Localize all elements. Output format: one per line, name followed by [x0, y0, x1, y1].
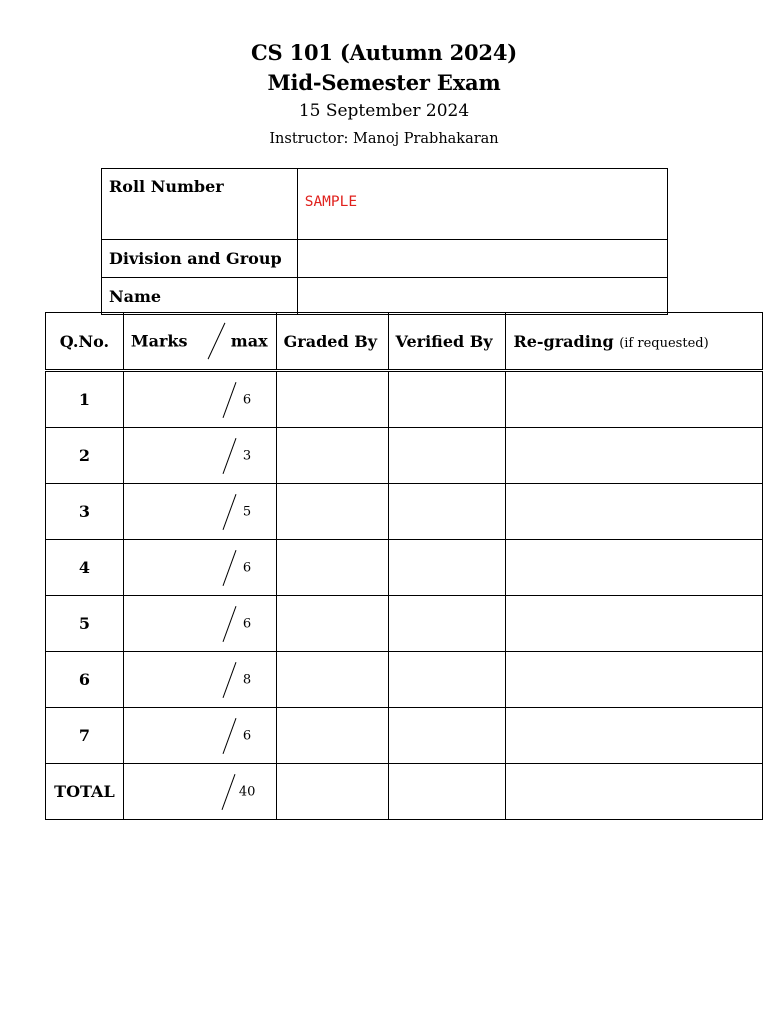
- verified-by-field[interactable]: [388, 371, 506, 428]
- marks-row: [46, 540, 763, 596]
- marks-field[interactable]: [123, 484, 276, 540]
- graded-by-field[interactable]: [276, 371, 388, 428]
- marks-field[interactable]: [123, 708, 276, 764]
- marks-field[interactable]: [123, 596, 276, 652]
- max-marks-value: 6: [242, 728, 252, 743]
- course-title: CS 101 (Autumn 2024): [251, 40, 517, 65]
- slash-divider: [207, 323, 225, 360]
- marks-field[interactable]: [123, 540, 276, 596]
- verified-by-field[interactable]: [388, 596, 506, 652]
- exam-date: 15 September 2024: [298, 101, 470, 121]
- regrading-field[interactable]: [506, 764, 763, 820]
- marks-table-header: [46, 313, 763, 371]
- question-number: 6: [46, 652, 124, 708]
- marks-row: [46, 596, 763, 652]
- verified-by-header: Verified By: [388, 313, 506, 371]
- graded-by-field[interactable]: [276, 540, 388, 596]
- graded-by-field[interactable]: [276, 708, 388, 764]
- regrading-field[interactable]: [506, 596, 763, 652]
- marks-row: [46, 652, 763, 708]
- verified-by-field[interactable]: [388, 484, 506, 540]
- question-number: 3: [46, 484, 124, 540]
- marks-row: [46, 371, 763, 428]
- verified-by-field[interactable]: [388, 540, 506, 596]
- slash-divider: [222, 381, 236, 417]
- name-row: [102, 278, 668, 315]
- marks-row: [46, 428, 763, 484]
- marks-field[interactable]: [123, 428, 276, 484]
- name-field[interactable]: [297, 278, 667, 315]
- verified-by-field[interactable]: [388, 652, 506, 708]
- regrading-field[interactable]: [506, 371, 763, 428]
- name-label: Name: [102, 278, 298, 315]
- slash-divider: [222, 549, 236, 585]
- graded-by-field[interactable]: [276, 596, 388, 652]
- division-field[interactable]: [297, 240, 667, 278]
- max-marks-value: 6: [242, 392, 252, 407]
- exam-title: Mid-Semester Exam: [267, 70, 501, 95]
- max-marks-value: 6: [242, 616, 252, 631]
- marks-field[interactable]: [123, 371, 276, 428]
- verified-by-field[interactable]: [388, 708, 506, 764]
- marks-table: [45, 312, 763, 820]
- marks-header-label: Marks: [130, 331, 188, 351]
- question-number: 5: [46, 596, 124, 652]
- graded-by-field[interactable]: [276, 652, 388, 708]
- student-info-table: [101, 168, 668, 315]
- roll-number-row: [102, 169, 668, 240]
- marks-row: [46, 708, 763, 764]
- verified-by-field[interactable]: [388, 764, 506, 820]
- marks-table-body: [46, 371, 763, 820]
- question-number: 4: [46, 540, 124, 596]
- graded-by-header: Graded By: [276, 313, 388, 371]
- max-marks-value: 3: [242, 448, 252, 463]
- roll-number-field[interactable]: [297, 169, 667, 240]
- marks-field[interactable]: [123, 652, 276, 708]
- qno-header: Q.No.: [46, 313, 124, 371]
- roll-number-label: Roll Number: [102, 169, 298, 240]
- graded-by-field[interactable]: [276, 764, 388, 820]
- regrading-header: [506, 313, 763, 371]
- regrading-field[interactable]: [506, 540, 763, 596]
- max-marks-value: 8: [242, 672, 252, 687]
- instructor-name: Instructor: Manoj Prabhakaran: [269, 131, 499, 147]
- regrading-field[interactable]: [506, 428, 763, 484]
- max-header-label: max: [230, 331, 268, 351]
- slash-divider: [221, 773, 235, 809]
- question-number: TOTAL: [46, 764, 124, 820]
- question-number: 2: [46, 428, 124, 484]
- question-number: 1: [46, 371, 124, 428]
- slash-divider: [222, 493, 236, 529]
- exam-header: [0, 38, 768, 154]
- regrading-note: (if requested): [619, 335, 709, 351]
- slash-divider: [222, 437, 236, 473]
- slash-divider: [222, 717, 236, 753]
- division-row: [102, 240, 668, 278]
- regrading-field[interactable]: [506, 484, 763, 540]
- roll-number-value: SAMPLE: [304, 194, 358, 210]
- graded-by-field[interactable]: [276, 428, 388, 484]
- slash-divider: [222, 661, 236, 697]
- max-marks-value: 40: [238, 784, 256, 799]
- regrading-header-label: Re-grading: [513, 331, 614, 351]
- marks-row: [46, 764, 763, 820]
- max-marks-value: 5: [242, 504, 252, 519]
- marks-row: [46, 484, 763, 540]
- max-marks-value: 6: [242, 560, 252, 575]
- division-label: Division and Group: [102, 240, 298, 278]
- marks-field[interactable]: [123, 764, 276, 820]
- verified-by-field[interactable]: [388, 428, 506, 484]
- graded-by-field[interactable]: [276, 484, 388, 540]
- marks-header: [123, 313, 276, 371]
- regrading-field[interactable]: [506, 652, 763, 708]
- question-number: 7: [46, 708, 124, 764]
- slash-divider: [222, 605, 236, 641]
- regrading-field[interactable]: [506, 708, 763, 764]
